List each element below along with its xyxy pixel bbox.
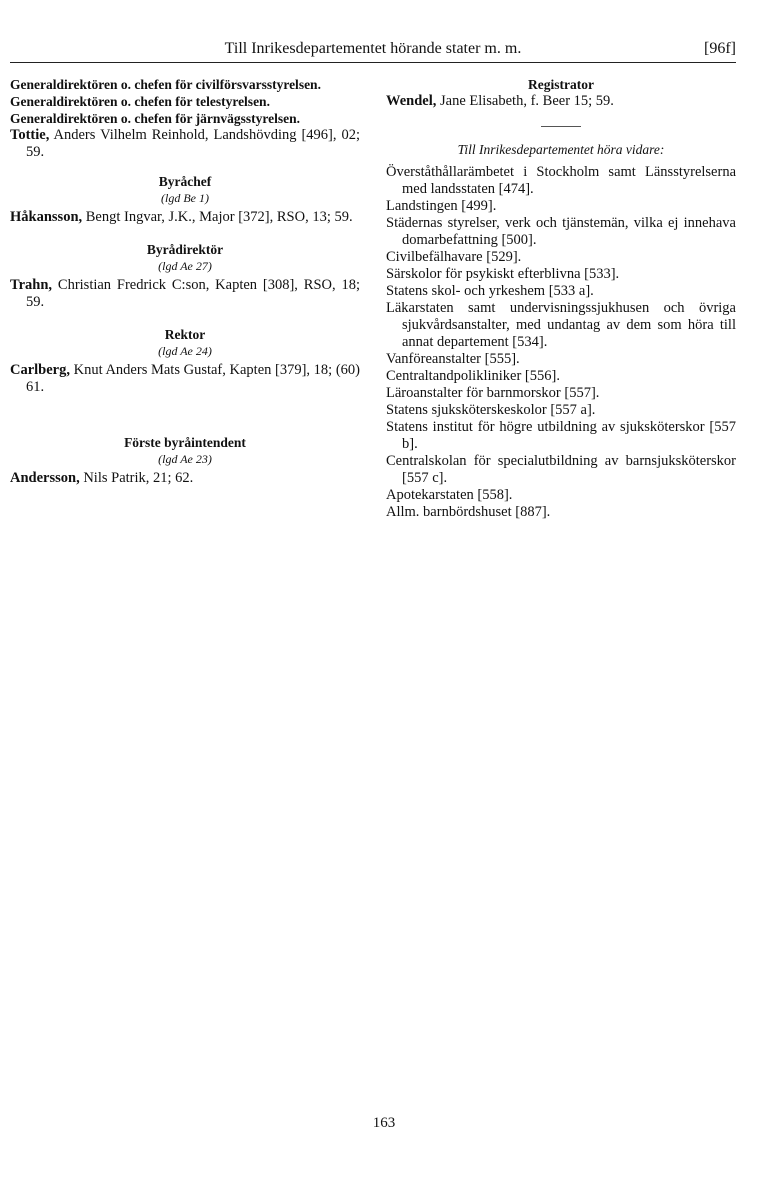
page-header <box>10 38 736 63</box>
intro-line: Generaldirektören o. chefen för civilförsvarsstyrelsen. <box>10 77 321 92</box>
section-title: Registrator <box>528 77 594 92</box>
list-item: Centraltandpolikliniker [556]. <box>386 368 560 384</box>
person-name: Wendel, <box>386 93 437 109</box>
list-item: Civilbefälhavare [529]. <box>386 249 522 265</box>
list-item: Apotekarstaten [558]. <box>386 487 513 503</box>
list-item: Allm. barnbördshuset [887]. <box>386 504 551 520</box>
list-item: Särskolor för psykiskt efterblivna [533]. <box>386 266 620 282</box>
list-item: Statens sjuksköterskeskolor [557 a]. <box>386 402 596 418</box>
person-details: Anders Vilhelm Reinhold, Landshövding [496], 02; 59. <box>26 127 360 160</box>
section-title: Förste byråintendent <box>124 435 246 450</box>
person-entry <box>386 93 736 110</box>
list-item: Vanföreanstalter [555]. <box>386 351 520 367</box>
left-column <box>10 76 360 487</box>
list-item: Städernas styrelser, verk och tjänstemän, vilka ej innehava domarbefattning [500]. <box>386 215 736 248</box>
list-item: Statens skol- och yrkeshem [533 a]. <box>386 283 594 299</box>
person-name: Håkansson, <box>10 209 83 225</box>
section-title: Rektor <box>164 327 206 342</box>
section-grade: (lgd Be 1) <box>161 191 209 205</box>
section-title: Byråchef <box>158 174 212 189</box>
person-details: Nils Patrik, 21; 62. <box>79 470 194 486</box>
list-item: Läkarstaten samt undervisningssjukhusen och övriga sjukvårdsanstalter, med undantag av dem som höra till annat departement [534]. <box>386 300 736 350</box>
right-column <box>386 76 736 521</box>
person-details: Christian Fredrick C:son, Kapten [308], RSO, 18; 59. <box>26 277 360 310</box>
list-item: Läroanstalter för barnmorskor [557]. <box>386 385 600 401</box>
person-details: Bengt Ingvar, J.K., Major [372], RSO, 13; 59. <box>82 209 353 225</box>
section-grade: (lgd Ae 27) <box>158 259 212 273</box>
intro-line: Generaldirektören o. chefen för telestyrelsen. <box>10 94 270 109</box>
list-item: Statens institut för högre utbildning av sjuksköterskor [557 b]. <box>386 419 736 452</box>
section-title: Byrådirektör <box>146 242 224 257</box>
person-name: Carlberg, <box>10 362 70 378</box>
person-name: Andersson, <box>10 470 80 486</box>
person-entry <box>10 127 360 161</box>
person-entry <box>10 470 360 487</box>
list-item: Landstingen [499]. <box>386 198 497 214</box>
section-grade: (lgd Ae 23) <box>158 452 212 466</box>
person-entry <box>10 277 360 311</box>
person-details: Knut Anders Mats Gustaf, Kapten [379], 18; (60) 61. <box>26 362 360 395</box>
section-grade: (lgd Ae 24) <box>158 344 212 358</box>
list-item: Överståthållarämbetet i Stockholm samt Länsstyrelserna med landsstaten [474]. <box>386 164 736 197</box>
intro-line: Generaldirektören o. chefen för järnvägsstyrelsen. <box>10 111 300 126</box>
person-name: Trahn, <box>10 277 53 293</box>
running-title: Till Inrikesdepartementet hörande stater m. m. <box>224 40 522 57</box>
separator-rule <box>541 126 581 127</box>
page-reference: [96f] <box>704 40 736 57</box>
person-details: Jane Elisabeth, f. Beer 15; 59. <box>436 93 614 109</box>
person-entry <box>10 209 360 226</box>
person-name: Tottie, <box>10 127 50 143</box>
person-entry <box>10 362 360 396</box>
also-heading: Till Inrikesdepartementet höra vidare: <box>457 142 665 157</box>
list-item: Centralskolan för specialutbildning av barnsjuksköterskor [557 c]. <box>386 453 736 486</box>
page-number: 163 <box>372 1115 396 1131</box>
